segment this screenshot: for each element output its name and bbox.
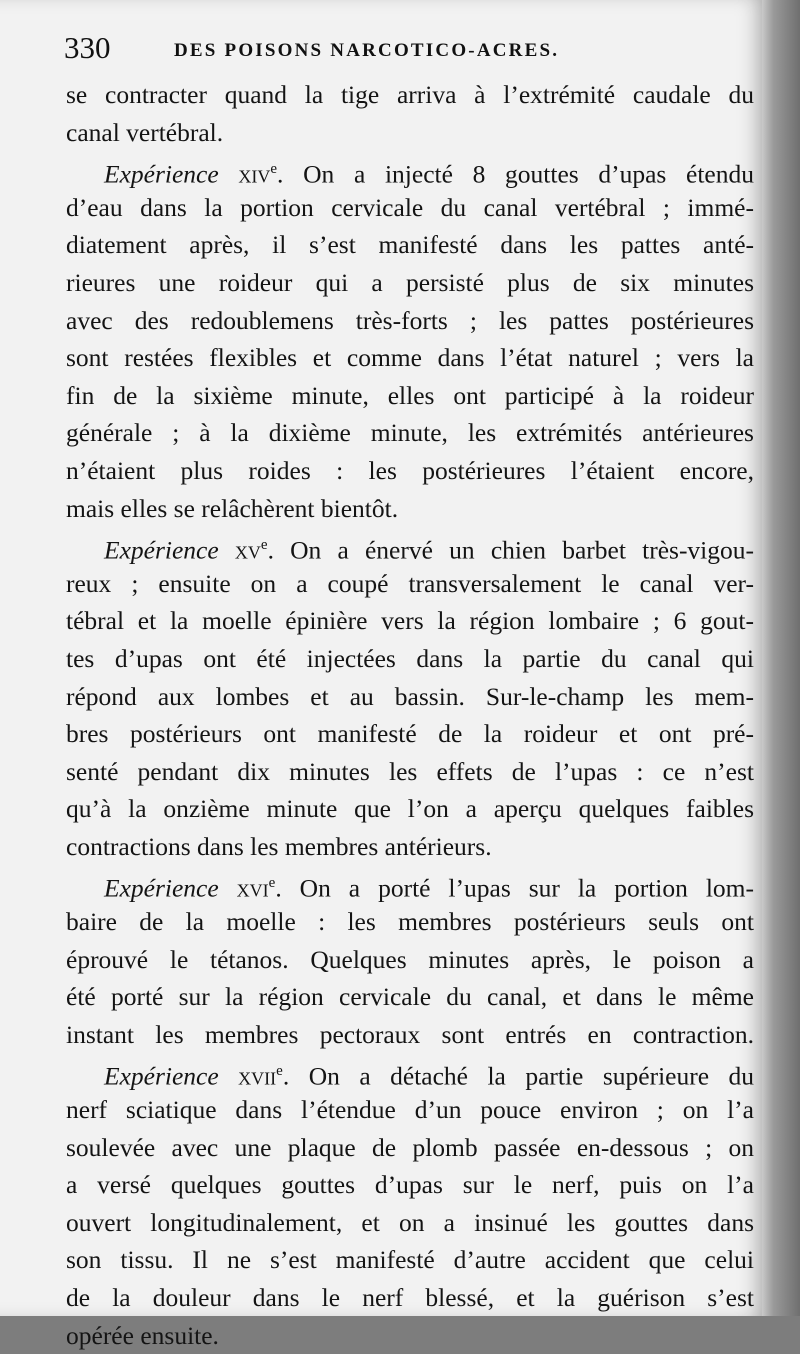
text-line (66, 941, 754, 979)
line-text: éprouvé le tétanos. Quelques minutes après, le poison a (66, 944, 754, 974)
line-text: ouvert longitudinalement, et on a insinué les gouttes dans (66, 1207, 754, 1237)
line-text: mais elles se relâchèrent bientôt. (66, 493, 399, 523)
text-line (66, 828, 754, 866)
experiment-number: xvi (236, 873, 269, 903)
line-text: de la douleur dans le nerf blessé, et la guérison s’est (66, 1283, 754, 1312)
experiment-number: xiv (238, 159, 271, 189)
text-line (66, 1166, 754, 1204)
line-text: a versé quelques gouttes d’upas sur le nerf, puis on l’a (66, 1170, 754, 1200)
ordinal-suffix: e (270, 161, 278, 178)
page-header (64, 30, 754, 70)
experiment-label: Expérience (104, 159, 219, 189)
line-text: tes d’upas ont été injectées dans la partie du canal qui (66, 643, 754, 673)
line-text: diatement après, il s’est manifesté dans les pattes anté- (66, 230, 754, 260)
text-line (66, 903, 754, 941)
text-line (66, 452, 754, 490)
line-text: rieures une roideur qui a persisté plus de six minutes (66, 267, 754, 297)
experiment-number: xv (234, 535, 261, 565)
text-line (66, 1241, 754, 1279)
text-line (66, 790, 754, 828)
text-line (66, 1317, 754, 1354)
text-line (66, 189, 754, 227)
experiment-label: Expérience (104, 1061, 219, 1091)
line-text: d’eau dans la portion cervicale du canal vertébral ; immé- (66, 192, 754, 222)
line-text: contractions dans les membres antérieurs. (66, 831, 492, 861)
text-line (66, 1053, 754, 1091)
text-line (66, 715, 754, 753)
text-line (66, 1091, 754, 1129)
line-text: son tissu. Il ne s’est manifesté d’autre accident que celui (66, 1245, 754, 1275)
text-line (66, 978, 754, 1016)
line-text: reux ; ensuite on a coupé transversalement le canal ver- (66, 568, 754, 598)
ordinal-suffix: e (276, 1063, 283, 1080)
text-line (66, 377, 754, 415)
line-text: senté pendant dix minutes les effets de l’upas : ce n’est (66, 756, 754, 786)
body-text (66, 76, 754, 1354)
line-text: . On a détaché la partie supérieure du (282, 1061, 754, 1091)
line-text: instant les membres pectoraux sont entrés en contraction. (66, 1019, 754, 1049)
running-head: DES POISONS NARCOTICO-ACRES. (174, 40, 560, 61)
text-line (66, 339, 754, 377)
page-edge-shadow (762, 0, 800, 1316)
text-line (66, 1204, 754, 1242)
text-line (66, 114, 754, 152)
line-text: . On a porté l’upas sur la portion lom- (275, 873, 754, 903)
page-number: 330 (64, 30, 111, 65)
line-text: été porté sur la région cervicale du canal, et dans le même (66, 982, 754, 1012)
line-text: sont restées flexibles et comme dans l’état naturel ; vers la (66, 343, 754, 373)
line-text: qu’à la onzième minute que l’on a aperçu quelques faibles (66, 794, 754, 824)
text-line (66, 678, 754, 716)
text-line (66, 264, 754, 302)
line-text: bres postérieurs ont manifesté de la roideur et ont pré- (66, 719, 754, 749)
text-line (66, 1016, 754, 1054)
text-line (66, 1279, 754, 1317)
experiment-label: Expérience (104, 535, 219, 565)
text-line (66, 640, 754, 678)
line-text: baire de la moelle : les membres postérieurs seuls ont (66, 907, 754, 937)
experiment-number: xvii (238, 1061, 277, 1091)
line-text: répond aux lombes et au bassin. Sur-le-champ les mem- (66, 681, 754, 711)
line-text: . On a énervé un chien barbet très-vigou- (267, 535, 754, 565)
line-text: n’étaient plus roides : les postérieures l’étaient encore, (66, 455, 754, 485)
text-line (66, 302, 754, 340)
line-text: . On a injecté 8 gouttes d’upas étendu (277, 159, 754, 189)
text-line (66, 527, 754, 565)
line-text: nerf sciatique dans l’étendue d’un pouce environ ; on l’a (66, 1095, 754, 1125)
line-text: tébral et la moelle épinière vers la région lombaire ; 6 gout- (66, 606, 754, 636)
line-text: canal vertébral. (66, 117, 224, 147)
text-line (66, 1129, 754, 1167)
text-line (66, 226, 754, 264)
line-text: se contracter quand la tige arriva à l’extrémité caudale du (66, 80, 754, 109)
text-line (66, 414, 754, 452)
ordinal-suffix: e (260, 537, 268, 554)
line-text: avec des redoublemens très-forts ; les pattes postérieures (66, 305, 754, 335)
line-text: soulevée avec une plaque de plomb passée en-dessous ; on (66, 1132, 754, 1162)
line-text: fin de la sixième minute, elles ont participé à la roideur (66, 380, 754, 410)
text-line (66, 602, 754, 640)
text-line (66, 753, 754, 791)
text-line (66, 565, 754, 603)
experiment-label: Expérience (104, 873, 219, 903)
text-line (66, 865, 754, 903)
text-line (66, 151, 754, 189)
text-line (66, 490, 754, 528)
line-text: opérée ensuite. (66, 1320, 219, 1350)
line-text: générale ; à la dixième minute, les extrémités antérieures (66, 418, 754, 448)
ordinal-suffix: e (268, 875, 276, 892)
text-line (66, 76, 754, 114)
